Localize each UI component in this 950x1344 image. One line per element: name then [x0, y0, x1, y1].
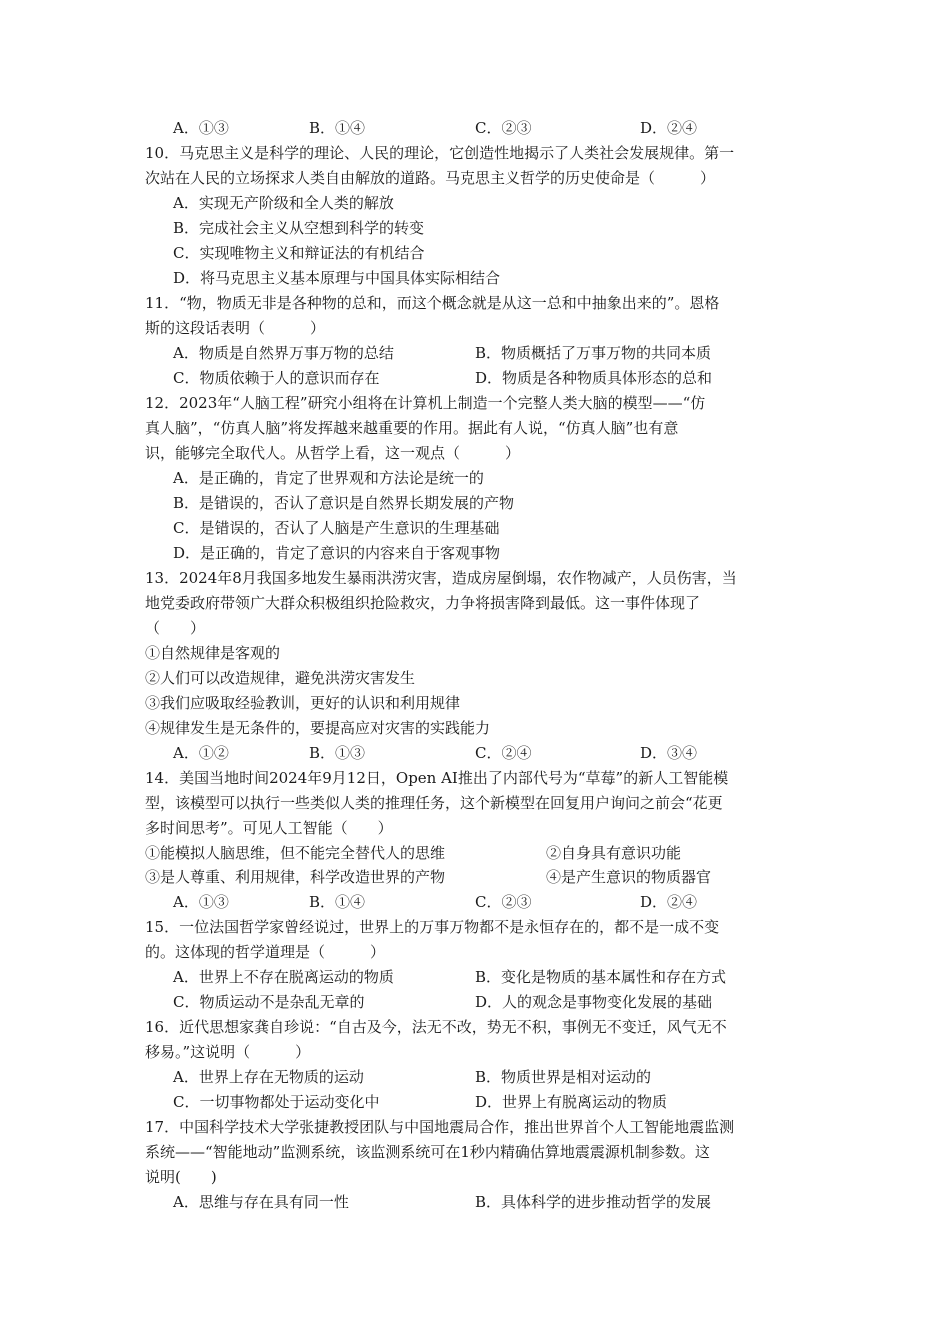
q9-option-b[interactable]: B．①④	[309, 119, 366, 137]
q15-option-a[interactable]: A．世界上不存在脱离运动的物质	[173, 968, 394, 986]
q14-option-b[interactable]: B．①④	[309, 893, 366, 911]
q14-item-4: ④是产生意识的物质器官	[546, 868, 712, 886]
q12-option-b[interactable]: B．是错误的，否认了意识是自然界长期发展的产物	[173, 494, 515, 512]
q12-stem-line: 12．2023年“人脑工程”研究小组将在计算机上制造一个完整人类大脑的模型——“仿	[145, 394, 706, 412]
q14-option-a[interactable]: A．①③	[173, 893, 229, 911]
q14-stem-line: 型，该模型可以执行一些类似人类的推理任务，这个新模型在回复用户询问之前会“花更	[145, 794, 723, 812]
q16-option-b[interactable]: B．物质世界是相对运动的	[475, 1068, 652, 1086]
q11-option-a[interactable]: A．物质是自然界万事万物的总结	[173, 344, 394, 362]
q14-stem-line: 多时间思考”。可见人工智能（ ）	[145, 819, 393, 837]
q10-option-c[interactable]: C．实现唯物主义和辩证法的有机结合	[173, 244, 425, 262]
q12-stem-line: 识，能够完全取代人。从哲学上看，这一观点（ ）	[145, 444, 521, 462]
q12-stem-line: 真人脑”，“仿真人脑”将发挥越来越重要的作用。据此有人说，“仿真人脑”也有意	[145, 419, 679, 437]
q15-stem-line: 的。这体现的哲学道理是（ ）	[145, 943, 386, 961]
q16-stem-line: 移易。”这说明（ ）	[145, 1043, 311, 1061]
q13-option-b[interactable]: B．①③	[309, 744, 366, 762]
q17-stem-line: 系统——“智能地动”监测系统，该监测系统可在1秒内精确估算地震震源机制参数。这	[145, 1143, 710, 1161]
q13-item-1: ①自然规律是客观的	[145, 644, 281, 662]
q11-stem-line: 11．“物，物质无非是各种物的总和，而这个概念就是从这一总和中抽象出来的”。恩格	[145, 294, 720, 312]
q11-option-d[interactable]: D．物质是各种物质具体形态的总和	[475, 369, 713, 387]
q15-option-d[interactable]: D．人的观念是事物变化发展的基础	[475, 993, 713, 1011]
q13-stem-line: 13．2024年8月我国多地发生暴雨洪涝灾害，造成房屋倒塌，农作物减产，人员伤害，当	[145, 569, 737, 587]
q13-option-d[interactable]: D．③④	[640, 744, 698, 762]
q9-option-d[interactable]: D．②④	[640, 119, 698, 137]
q9-option-c[interactable]: C．②③	[475, 119, 532, 137]
q10-option-b[interactable]: B．完成社会主义从空想到科学的转变	[173, 219, 425, 237]
q15-option-b[interactable]: B．变化是物质的基本属性和存在方式	[475, 968, 727, 986]
q10-option-a[interactable]: A．实现无产阶级和全人类的解放	[173, 194, 394, 212]
q17-option-a[interactable]: A．思维与存在具有同一性	[173, 1193, 349, 1211]
q10-stem-line: 次站在人民的立场探求人类自由解放的道路。马克思主义哲学的历史使命是（ ）	[145, 169, 716, 187]
q15-stem-line: 15．一位法国哲学家曾经说过，世界上的万事万物都不是永恒存在的，都不是一成不变	[145, 918, 720, 936]
q13-option-a[interactable]: A．①②	[173, 744, 229, 762]
q12-option-d[interactable]: D．是正确的，肯定了意识的内容来自于客观事物	[173, 544, 501, 562]
q13-stem-line: 地党委政府带领广大群众积极组织抢险救灾，力争将损害降到最低。这一事件体现了	[145, 594, 701, 612]
q13-option-c[interactable]: C．②④	[475, 744, 532, 762]
q10-option-d[interactable]: D．将马克思主义基本原理与中国具体实际相结合	[173, 269, 501, 287]
q13-item-2: ②人们可以改造规律，避免洪涝灾害发生	[145, 669, 416, 687]
q13-stem-line: （ ）	[145, 619, 206, 637]
q14-item-1: ①能模拟人脑思维，但不能完全替代人的思维	[145, 844, 446, 862]
q17-option-b[interactable]: B．具体科学的进步推动哲学的发展	[475, 1193, 712, 1211]
q9-option-a[interactable]: A．①③	[173, 119, 229, 137]
q15-option-c[interactable]: C．物质运动不是杂乱无章的	[173, 993, 365, 1011]
q16-option-a[interactable]: A．世界上存在无物质的运动	[173, 1068, 364, 1086]
q13-item-4: ④规律发生是无条件的，要提高应对灾害的实践能力	[145, 719, 491, 737]
q16-option-d[interactable]: D．世界上有脱离运动的物质	[475, 1093, 668, 1111]
q10-stem-line: 10．马克思主义是科学的理论、人民的理论，它创造性地揭示了人类社会发展规律。第一	[145, 144, 735, 162]
q16-option-c[interactable]: C．一切事物都处于运动变化中	[173, 1093, 380, 1111]
q14-option-c[interactable]: C．②③	[475, 893, 532, 911]
q12-option-c[interactable]: C．是错误的，否认了人脑是产生意识的生理基础	[173, 519, 500, 537]
q11-option-c[interactable]: C．物质依赖于人的意识而存在	[173, 369, 380, 387]
q12-option-a[interactable]: A．是正确的，肯定了世界观和方法论是统一的	[173, 469, 484, 487]
q14-option-d[interactable]: D．②④	[640, 893, 698, 911]
q11-option-b[interactable]: B．物质概括了万事万物的共同本质	[475, 344, 712, 362]
q14-stem-line: 14．美国当地时间2024年9月12日，Open AI推出了内部代号为“草莓”的新人工智能模	[145, 769, 729, 787]
q13-item-3: ③我们应吸取经验教训，更好的认识和利用规律	[145, 694, 461, 712]
q17-stem-line: 17．中国科学技术大学张捷教授团队与中国地震局合作，推出世界首个人工智能地震监测	[145, 1118, 735, 1136]
q14-item-2: ②自身具有意识功能	[546, 844, 682, 862]
q14-item-3: ③是人尊重、利用规律，科学改造世界的产物	[145, 868, 446, 886]
q11-stem-line: 斯的这段话表明（ ）	[145, 319, 326, 337]
q16-stem-line: 16．近代思想家龚自珍说：“自古及今，法无不改，势无不积，事例无不变迁，风气无不	[145, 1018, 727, 1036]
q17-stem-line: 说明( )	[145, 1168, 217, 1186]
